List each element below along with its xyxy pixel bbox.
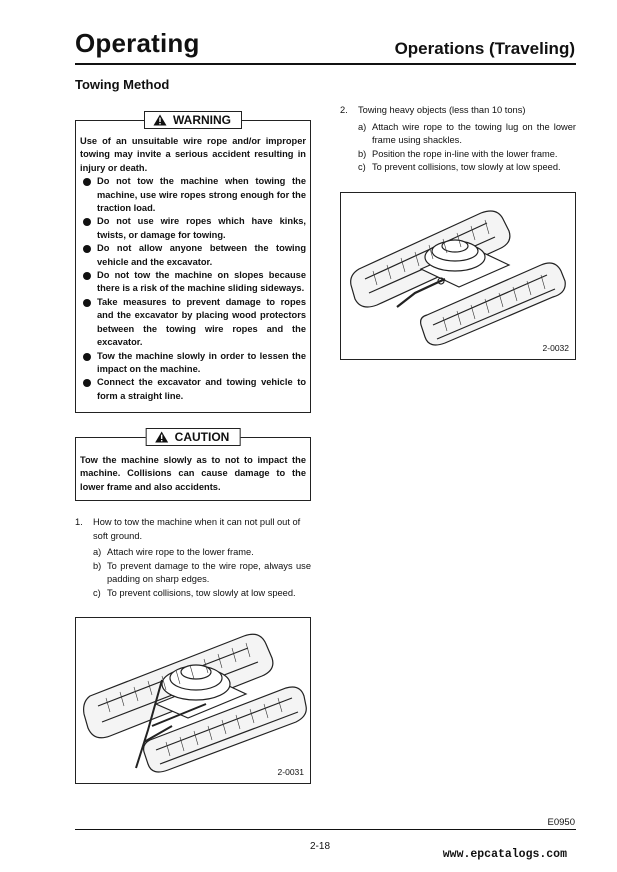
sub-heading: Towing Method xyxy=(75,77,170,92)
caution-label-text: CAUTION xyxy=(174,430,230,444)
sub-step-letter: c) xyxy=(358,162,366,172)
sub-step-text: Attach wire rope to the lower frame. xyxy=(107,547,254,557)
sub-step-text: Attach wire rope to the towing lug on the lower frame using shackles. xyxy=(372,121,576,145)
figure-code: 2-0032 xyxy=(542,343,569,353)
sub-step xyxy=(340,148,576,162)
step-1 xyxy=(75,516,311,600)
warning-bullet: Tow the machine slowly in order to lessen the impact on the machine. xyxy=(80,350,306,377)
step-2 xyxy=(340,104,576,175)
caution-icon xyxy=(155,431,169,443)
page-title: Operations (Traveling) xyxy=(394,39,575,58)
warning-bullet: Do not tow the machine when towing the machine, use wire ropes strong enough for the traction load. xyxy=(80,175,306,215)
sub-step-letter: b) xyxy=(93,560,102,571)
sub-step-text: To prevent collisions, tow slowly at low speed. xyxy=(372,162,561,172)
excavator-undercarriage-illustration xyxy=(76,618,310,783)
excavator-shackle-tow-illustration xyxy=(341,193,575,359)
caution-box xyxy=(75,430,311,501)
step-number: 1. xyxy=(75,517,83,527)
warning-bullet: Connect the excavator and towing vehicle to form a straight line. xyxy=(80,376,306,403)
step-text: Towing heavy objects (less than 10 tons) xyxy=(358,105,526,115)
warning-bullet-list xyxy=(80,175,306,403)
sub-step-text: To prevent collisions, tow slowly at low speed. xyxy=(107,587,296,598)
warning-bullet: Do not allow anyone between the towing vehicle and the excavator. xyxy=(80,242,306,269)
sub-step xyxy=(340,161,576,175)
figure-code: 2-0031 xyxy=(277,767,304,777)
warning-label xyxy=(144,111,242,129)
sub-step-letter: a) xyxy=(358,121,367,132)
page-number: 2-18 xyxy=(310,841,331,852)
caution-label xyxy=(146,428,241,446)
sub-step xyxy=(75,587,311,601)
warning-icon xyxy=(153,114,167,126)
sub-step-letter: a) xyxy=(93,547,102,557)
warning-box xyxy=(75,113,311,413)
warning-label-text: WARNING xyxy=(173,113,231,127)
caution-text: Tow the machine slowly as to not to impact the machine. Collisions can cause damage to the lower frame and also accidents. xyxy=(80,455,306,492)
header-rule xyxy=(75,63,576,65)
sub-step-text: To prevent damage to the wire rope, always use padding on sharp edges. xyxy=(107,560,311,584)
sub-step-letter: b) xyxy=(358,148,367,159)
section-title: Operating xyxy=(75,28,200,58)
warning-bullet: Do not use wire ropes which have kinks, twists, or damage for towing. xyxy=(80,215,306,242)
warning-intro: Use of an unsuitable wire rope and/or improper towing may invite a serious accident resulting in injury or death. xyxy=(80,136,306,173)
sub-step xyxy=(75,560,311,587)
figure-tow-soft-ground xyxy=(75,617,311,784)
step-number: 2. xyxy=(340,105,348,115)
step-text: How to tow the machine when it can not pull out of soft ground. xyxy=(93,517,301,541)
sub-step-text: Position the rope in-line with the lower frame. xyxy=(372,148,558,159)
warning-bullet: Do not tow the machine on slopes because there is a risk of the machine sliding sideways. xyxy=(80,269,306,296)
figure-tow-heavy-objects xyxy=(340,192,576,360)
sub-step-letter: c) xyxy=(93,587,101,598)
step-2-heading xyxy=(340,104,576,118)
website-watermark[interactable]: www.epcatalogs.com xyxy=(442,848,567,861)
step-1-heading xyxy=(75,516,311,543)
warning-bullet: Take measures to prevent damage to ropes and the excavator by placing wood protectors between the towing wire ropes and the excavator. xyxy=(80,296,306,350)
sub-step xyxy=(75,546,311,560)
document-code: E0950 xyxy=(547,817,575,828)
footer-rule xyxy=(75,829,576,830)
sub-step xyxy=(340,121,576,148)
